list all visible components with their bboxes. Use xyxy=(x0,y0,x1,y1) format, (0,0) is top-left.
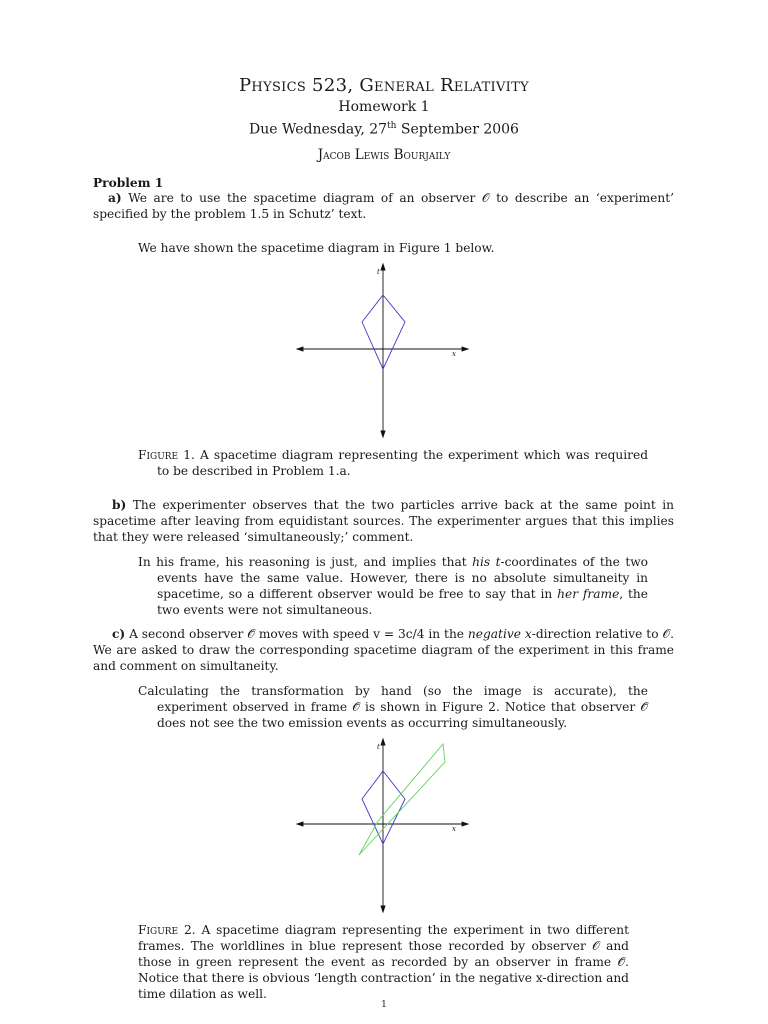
part-a-answer: We have shown the spacetime diagram in Figure 1 below. xyxy=(138,241,495,255)
x-axis-arrow-left xyxy=(297,347,303,351)
title-block xyxy=(0,74,768,165)
figure-2-caption: Figure 2. A spacetime diagram representing the experiment in two different frames. The worldlines in blue represent those recorded by observer 𝒪 and those in green represent the event as recorded by an observer in frame 𝒪̄. Notice that there is obvious ‘length contraction’ in the negative x-direction and time dilation as well. xyxy=(138,923,629,1001)
figure-2-diagram xyxy=(295,737,470,914)
t-axis-arrow-down xyxy=(381,906,385,912)
t-axis-arrow-up xyxy=(381,739,385,745)
figure-1-caption: Figure 1. A spacetime diagram representing the experiment which was required to be described in Problem 1.a. xyxy=(138,448,648,478)
problem-heading: Problem 1 xyxy=(93,176,164,190)
document-title: Physics 523, General Relativity xyxy=(239,75,529,96)
figure-2-x-label: x xyxy=(452,825,456,833)
blue-worldlines xyxy=(362,295,405,369)
figure-1-x-label: x xyxy=(452,350,456,358)
page-number: 1 xyxy=(381,1000,387,1010)
part-b-statement: b) The experimenter observes that the two particles arrive back at the same point in spacetime after leaving from equidistant sources. The experimenter argues that this implies that they were released ‘simultaneously;’ comment. xyxy=(93,498,674,544)
part-c-statement: c) A second observer 𝒪̄ moves with speed v = 3c/4 in the negative x-direction relative to 𝒪. We are asked to draw the corresponding spacetime diagram of the experiment in this frame and comment on simultaneity. xyxy=(93,627,674,673)
homework-number: Homework 1 xyxy=(338,99,430,115)
blue-worldlines xyxy=(362,771,405,844)
figure-1-diagram xyxy=(295,262,470,439)
part-c-answer: Calculating the transformation by hand (so the image is accurate), the experiment observed in frame 𝒪̄ is shown in Figure 2. Notice that observer 𝒪̄ does not see the two emission events as occurring simultaneously. xyxy=(138,684,648,730)
x-axis-arrow-left xyxy=(297,822,303,826)
figure-2-t-label: t xyxy=(377,743,380,751)
figure-1-t-label: t xyxy=(377,268,380,276)
x-axis-arrow-right xyxy=(462,347,468,351)
t-axis-arrow-up xyxy=(381,264,385,270)
part-a-statement: a) We are to use the spacetime diagram of an observer 𝒪 to describe an ‘experiment’ specified by the problem 1.5 in Schutz’ text. xyxy=(93,191,674,221)
part-b-answer: In his frame, his reasoning is just, and implies that his t-coordinates of the two events have the same value. However, there is no absolute simultaneity in spacetime, so a different observer would be free to say that in her frame, the two events were not simultaneous. xyxy=(138,555,648,617)
x-axis-arrow-right xyxy=(462,822,468,826)
author-name: Jacob Lewis Bourjaily xyxy=(317,146,451,163)
t-axis-arrow-down xyxy=(381,431,385,437)
due-date: Due Wednesday, 27th September 2006 xyxy=(249,121,519,138)
green-worldlines xyxy=(359,744,445,855)
